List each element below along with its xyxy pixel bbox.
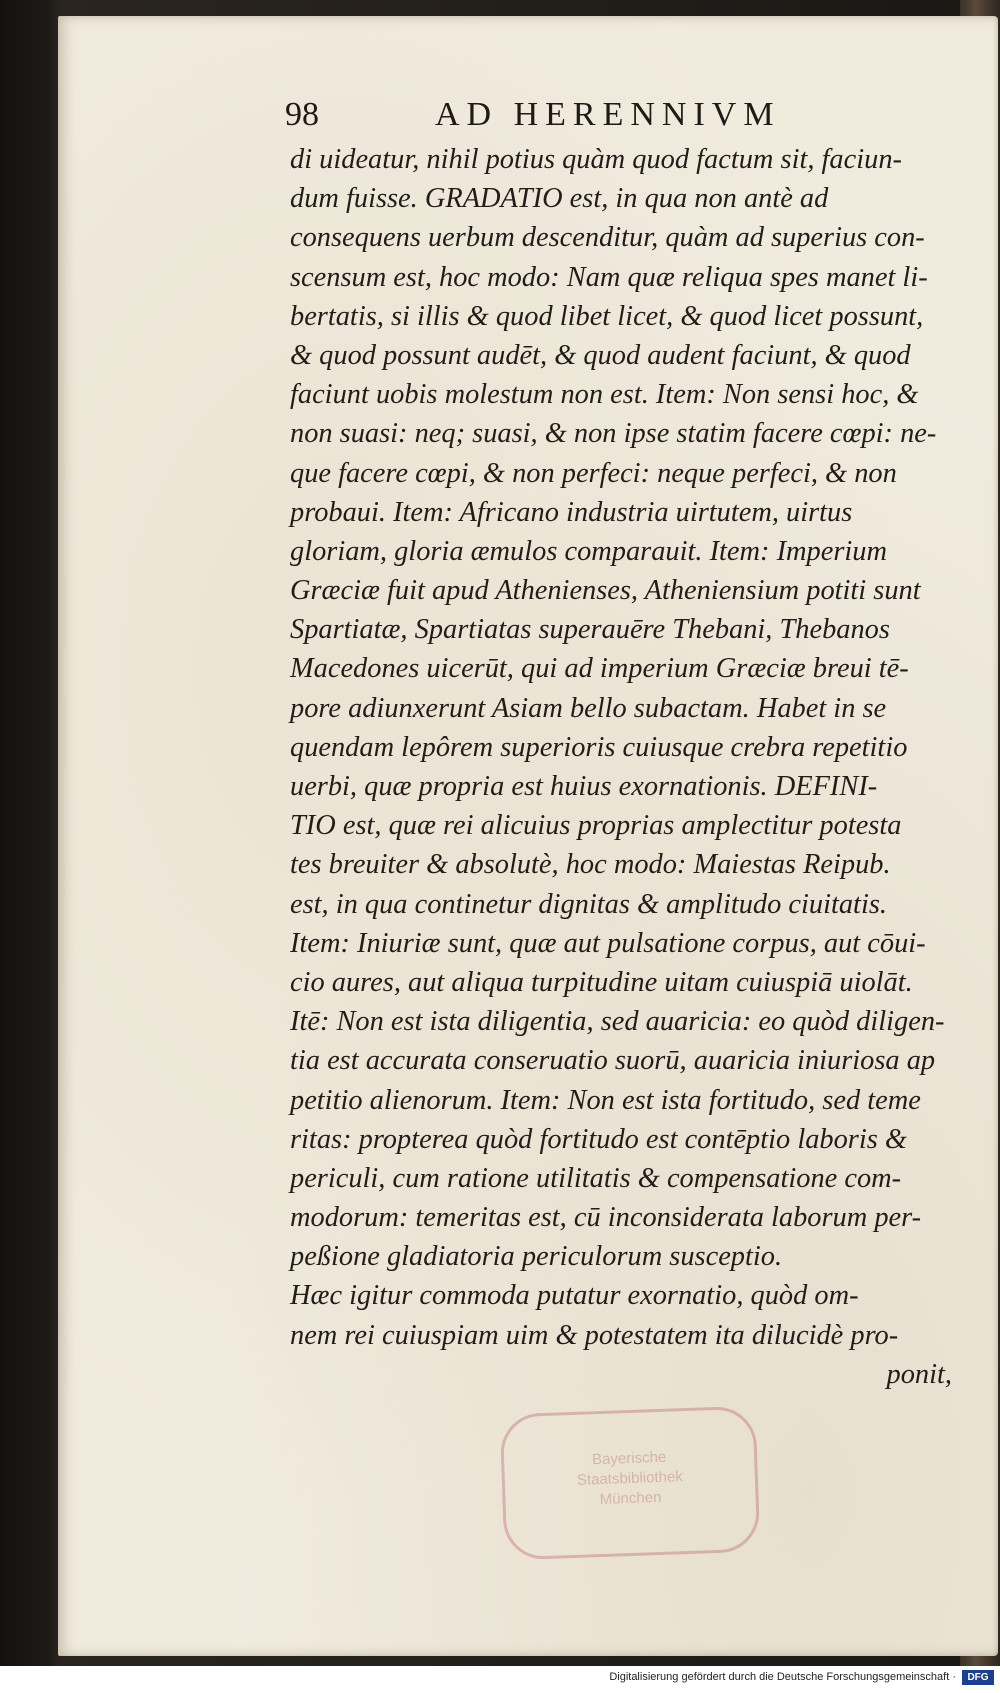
text-line: Itē: Non est ista diligentia, sed auaricia: eo quòd diligen- (290, 1006, 945, 1038)
text-line: nem rei cuiuspiam uim & potestatem ita dilucidè pro- (290, 1319, 899, 1351)
text-line: peßione gladiatoria periculorum susceptio. (290, 1241, 783, 1273)
text-line: uerbi, quæ propria est huius exornationis. DEFINI- (290, 771, 878, 802)
page-body-text (290, 140, 962, 1394)
running-title: AD HERENNIVM (435, 96, 781, 133)
text-line: TIO est, quæ rei alicuius proprias amplectitur potesta (290, 810, 902, 842)
text-line: probaui. Item: Africano industria uirtutem, uirtus (290, 496, 853, 528)
page-header (285, 96, 965, 140)
text-line: scensum est, hoc modo: Nam quæ reliqua spes manet li- (290, 261, 928, 293)
text-line: gloriam, gloria æmulos comparauit. Item: Imperium (290, 535, 887, 567)
text-line: Hæc igitur commoda putatur exornatio, quòd om- (290, 1280, 859, 1312)
dfg-logo-icon: DFG (962, 1670, 994, 1685)
text-line: dum fuisse. GRADATIO est, in qua non antè ad (290, 183, 829, 215)
text-line: tia est accurata conseruatio suorū, auaricia iniuriosa ap (290, 1045, 936, 1077)
footer-bar (0, 1666, 1000, 1693)
text-line: Spartiatæ, Spartiatas superauēre Thebani, Thebanos (290, 614, 890, 646)
text-line: quendam lepôrem superioris cuiusque crebra repetitio (290, 731, 908, 763)
text-line: est, in qua continetur dignitas & amplitudo ciuitatis. (290, 888, 887, 920)
funding-credit: Digitalisierung gefördert durch die Deutsche Forschungsgemeinschaft · (609, 1671, 956, 1683)
text-line: petitio alienorum. Item: Non est ista fortitudo, sed teme (290, 1084, 921, 1116)
catchword: ponit, (886, 1358, 952, 1390)
text-line: cio aures, aut aliqua turpitudine uitam cuiuspiā uiolāt. (290, 966, 913, 998)
text-line: modorum: temeritas est, cū inconsiderata laborum per- (290, 1202, 922, 1234)
text-line: que facere cœpi, & non perfeci: neque perfeci, & non (290, 457, 897, 489)
library-stamp-text: Bayerische Staatsbibliothek München (576, 1448, 684, 1509)
text-line: non suasi: neq; suasi, & non ipse statim facere cœpi: ne- (290, 418, 937, 450)
text-line: & quod possunt audēt, & quod audent faciunt, & quod (290, 339, 911, 371)
text-line: Item: Iniuriæ sunt, quæ aut pulsatione corpus, aut cōui- (290, 927, 926, 959)
text-line: periculi, cum ratione utilitatis & compensatione com- (290, 1162, 902, 1194)
text-line: bertatis, si illis & quod libet licet, & quod licet possunt, (290, 300, 924, 332)
text-line: consequens uerbum descenditur, quàm ad superius con- (290, 222, 925, 254)
text-line: Macedones uicerūt, qui ad imperium Græciæ breui tē- (290, 653, 909, 685)
page-number: 98 (285, 96, 319, 133)
text-line: pore adiunxerunt Asiam bello subactam. Habet in se (290, 692, 887, 724)
library-stamp (500, 1406, 761, 1561)
text-line: tes breuiter & absolutè, hoc modo: Maiestas Reipub. (290, 849, 891, 881)
text-line: di uideatur, nihil potius quàm quod factum sit, faciun- (290, 144, 902, 175)
text-line: ritas: propterea quòd fortitudo est contēptio laboris & (290, 1123, 907, 1155)
text-line: faciunt uobis molestum non est. Item: Non sensi hoc, & (290, 379, 919, 411)
text-line: Græciæ fuit apud Athenienses, Atheniensium potiti sunt (290, 575, 921, 607)
